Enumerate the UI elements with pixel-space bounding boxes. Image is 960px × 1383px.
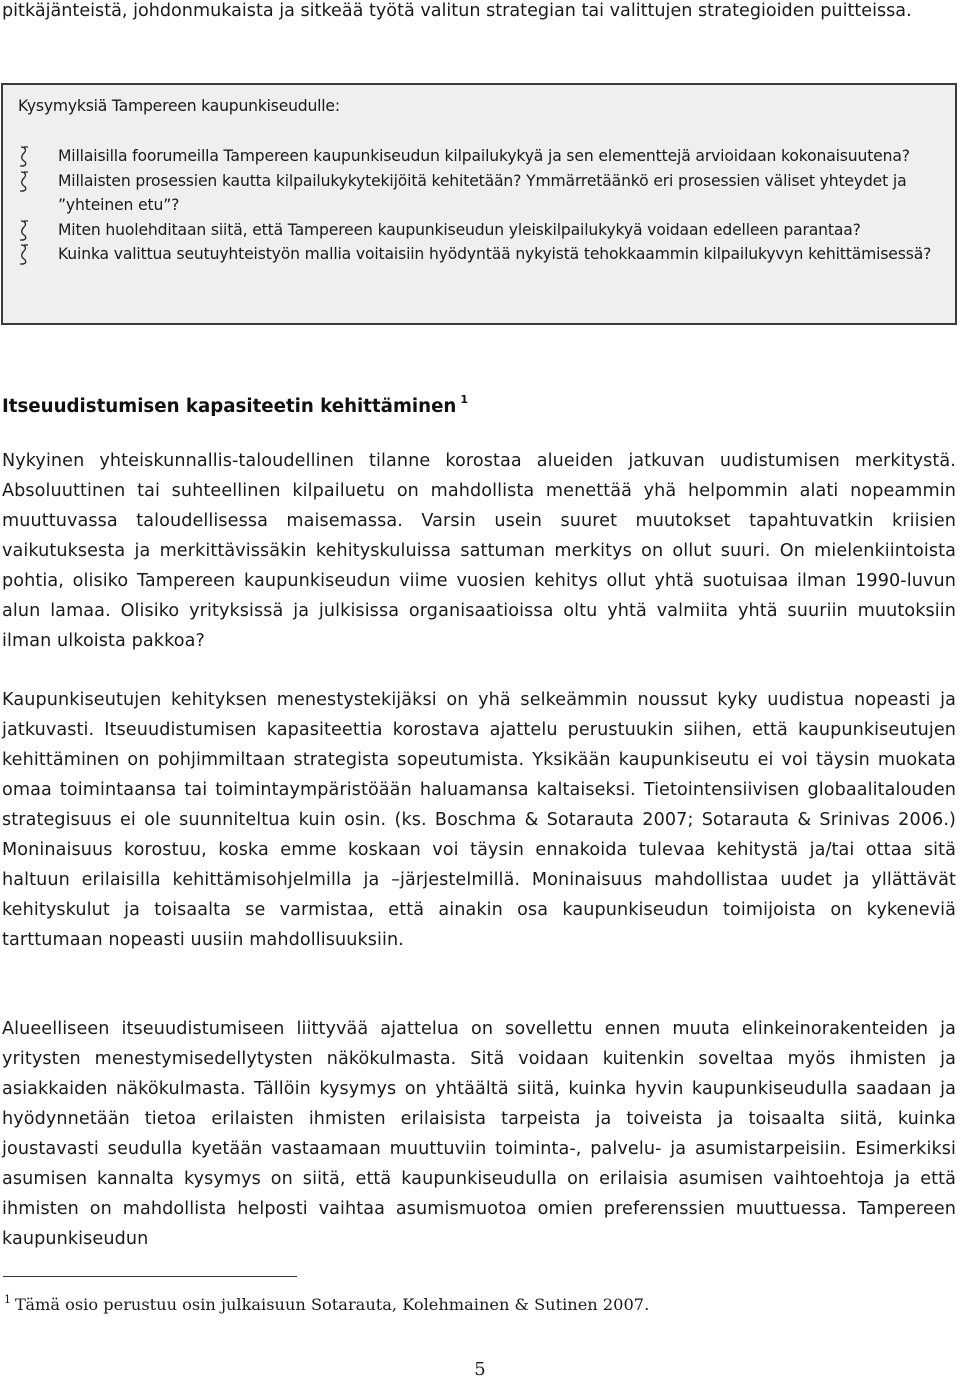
scroll-bullet-icon (18, 145, 30, 167)
list-item (18, 218, 948, 243)
questions-box-title: Kysymyksiä Tampereen kaupunkiseudulle: (18, 97, 340, 115)
question-text: Millaisten prosessien kautta kilpailukykytekijöitä kehitetään? Ymmärretäänkö eri prosessien väliset yhteydet ja ”yhteinen etu”? (58, 171, 907, 215)
section-heading (2, 383, 468, 424)
scroll-bullet-icon (18, 219, 30, 241)
footnote (4, 1288, 649, 1317)
footnote-divider (3, 1276, 297, 1277)
scroll-bullet-icon (18, 170, 30, 192)
body-paragraph: Nykyinen yhteiskunnallis-taloudellinen tilanne korostaa alueiden jatkuvan uudistumisen merkitystä. Absoluuttinen tai suhteellinen kilpailuetu on mahdollista menettää yhä helpommin alati nopeammin muuttuvassa taloudellisessa maisemassa. Varsin usein suuret muutokset tapahtuvatkin kriisien vaikutuksesta ja merkittävissäkin kehityskuluissa sattuman merkitys on ollut suuri. On mielenkiintoista pohtia, olisiko Tampereen kaupunkiseudun viime vuosien kehitys ollut yhtä suotuisaa ilman 1990-luvun alun lamaa. Olisiko yrityksissä ja julkisissa organisaatioissa oltu yhtä valmiita yhtä suuriin muutoksiin ilman ulkoista pakkoa? (2, 451, 956, 651)
question-text: Millaisilla foorumeilla Tampereen kaupunkiseudun kilpailukykyä ja sen elementtejä arvioidaan kokonaisuutena? (58, 147, 910, 165)
footnote-reference: 1 (460, 393, 469, 406)
intro-paragraph-fragment: pitkäjänteistä, johdonmukaista ja sitkeää työtä valitun strategian tai valittujen strategioiden puitteissa. (2, 1, 912, 21)
scroll-bullet-icon (18, 243, 30, 265)
list-item (18, 169, 948, 218)
footnote-marker: 1 (4, 1293, 11, 1306)
section-heading-text: Itseuudistumisen kapasiteetin kehittäminen (2, 396, 457, 417)
body-paragraph: Alueelliseen itseuudistumiseen liittyvää ajattelua on sovellettu ennen muuta elinkeinorakenteiden ja yritysten menestymisedellytysten näkökulmasta. Sitä voidaan kuitenkin soveltaa myös ihmisten ja asiakkaiden näkökulmasta. Tällöin kysymys on yhtäältä siitä, kuinka hyvin kaupunkiseudulla saadaan ja hyödynnetään tietoa erilaisten ihmisten erilaisista tarpeista ja toiveista ja toisaalta siitä, kuinka joustavasti seudulla kyetään vastaamaan muuttuviin toiminta-, palvelu- ja asumistarpeisiin. Esimerkiksi asumisen kannalta kysymys on siitä, että kaupunkiseudulla on erilaisia asumisen vaihtoehtoja ja että ihmisten on mahdollista helposti vaihtaa asumismuotoa omien preferenssien muuttuessa. Tampereen kaupunkiseudun (2, 1019, 956, 1249)
questions-box (1, 83, 957, 325)
question-text: Miten huolehditaan siitä, että Tampereen kaupunkiseudun yleiskilpailukykyä voidaan edelleen parantaa? (58, 220, 861, 239)
list-item (18, 144, 948, 169)
list-item (18, 242, 948, 267)
questions-list (18, 144, 948, 267)
footnote-text: Tämä osio perustuu osin julkaisuun Sotarauta, Kolehmainen & Sutinen 2007. (15, 1295, 650, 1314)
question-text: Kuinka valittua seutuyhteistyön mallia voitaisiin hyödyntää nykyistä tehokkaammin kilpailukyvyn kehittämisessä? (58, 245, 932, 264)
body-paragraph: Kaupunkiseutujen kehityksen menestystekijäksi on yhä selkeämmin noussut kyky uudistua nopeasti ja jatkuvasti. Itseuudistumisen kapasiteettia korostava ajattelu perustuukin siihen, että kaupunkiseutujen kehittäminen on pohjimmiltaan strategista sopeutumista. Yksikään kaupunkiseutu ei voi täysin muokata omaa toimintaansa tai toimintaympäristöään haluamansa kaltaiseksi. Tietointensiivisen globaalitalouden strategisuus ei ole suunniteltua kuin osin. (ks. Boschma & Sotarauta 2007; Sotarauta & Srinivas 2006.) Moninaisuus korostuu, koska emme koskaan voi täysin ennakoida tulevaa kehitystä ja/tai ottaa sitä haltuun erilaisilla kehittämisohjelmilla ja –järjestelmillä. Moninaisuus mahdollistaa uudet ja yllättävät kehityskulut ja toisaalta se varmistaa, että ainakin osa kaupunkiseudun toimijoista on kykeneviä tarttumaan nopeasti uusiin mahdollisuuksiin. (2, 690, 956, 950)
page-number: 5 (474, 1359, 486, 1380)
